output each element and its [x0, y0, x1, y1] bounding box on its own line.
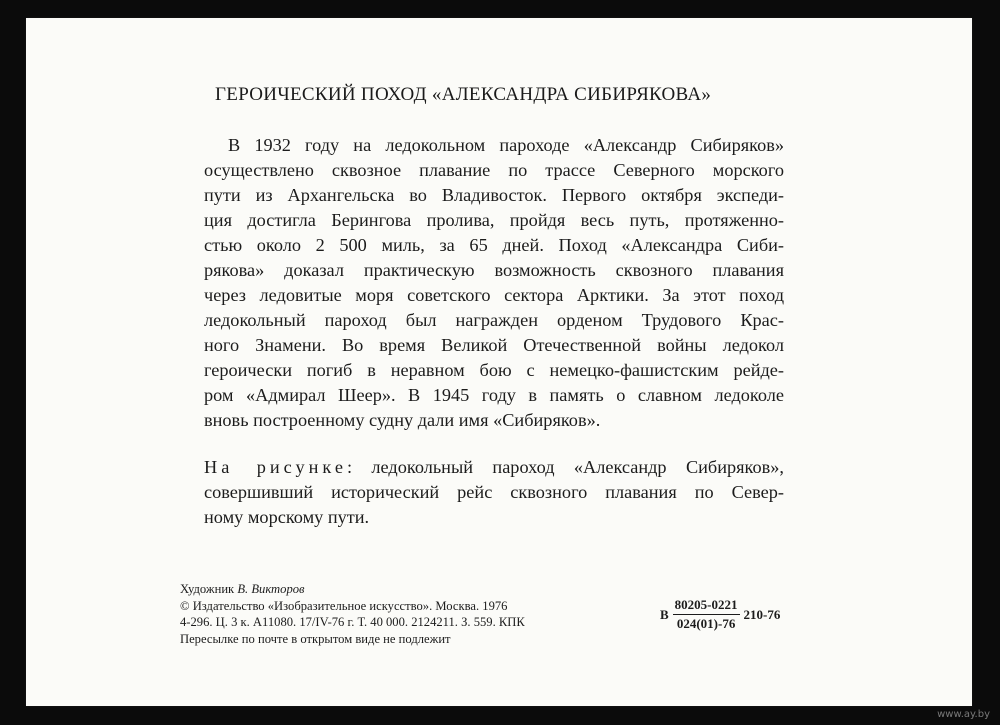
caption-line: ному морскому пути. [204, 507, 370, 527]
artist-name: В. Викторов [237, 582, 305, 596]
paragraph-line: ция достигла Берингова пролива, пройдя весь путь, протяженно- [204, 210, 784, 230]
catalog-code [660, 597, 780, 632]
paragraph-line: рякова» доказал практическую возможность сквозного плавания [204, 260, 784, 280]
print-info-line: 4-296. Ц. 3 к. А11080. 17/IV-76 г. Т. 40 000. 2124211. З. 559. КПК [180, 615, 525, 629]
paragraph-line: В 1932 году на ледокольном пароходе «Александр Сибиряков» [228, 135, 784, 155]
paragraph-line: пути из Архангельска во Владивосток. Первого октября экспеди- [204, 185, 784, 205]
catalog-suffix: 210-76 [743, 606, 781, 622]
catalog-fraction [673, 597, 740, 632]
paragraph-line: через ледовитые моря советского сектора Арктики. За этот поход [204, 285, 784, 305]
catalog-numerator: 80205-0221 [673, 597, 740, 615]
paragraph-line: осуществлено сквозное плавание по трассе Северного морского [204, 160, 784, 180]
caption-line: совершивший исторический рейс сквозного плавания по Север- [204, 482, 784, 502]
artist-label: Художник [180, 582, 235, 596]
paragraph-line: ледокольный пароход был награжден орденом Трудового Крас- [204, 310, 784, 330]
caption-paragraph [204, 455, 784, 530]
catalog-prefix: В [660, 606, 669, 622]
postal-note: Пересылке по почте в открытом виде не подлежит [180, 631, 451, 646]
watermark: www.ay.by [937, 709, 990, 720]
page-title: ГЕРОИЧЕСКИЙ ПОХОД «АЛЕКСАНДРА СИБИРЯКОВА» [215, 84, 712, 105]
paragraph-line: ром «Адмирал Шеер». В 1945 году в память о славном ледоколе [204, 385, 784, 405]
paragraph-line: вновь построенному судну дали имя «Сибиряков». [204, 410, 601, 430]
main-paragraph [204, 133, 784, 433]
catalog-denominator: 024(01)-76 [676, 616, 736, 631]
imprint-block [180, 581, 640, 647]
caption-text: : ледокольный пароход «Александр Сибиряков», [346, 457, 784, 477]
publisher-line: © Издательство «Изобразительное искусство». Москва. 1976 [180, 598, 508, 613]
paragraph-line: стью около 2 500 миль, за 65 дней. Поход «Александра Сиби- [204, 235, 784, 255]
paragraph-line: ного Знамени. Во время Великой Отечественной войны ледокол [204, 335, 784, 355]
paragraph-line: героически погиб в неравном бою с немецко-фашистским рейде- [204, 360, 784, 380]
caption-line [204, 455, 784, 480]
caption-label: На рисунке [204, 457, 347, 477]
artist-credit [180, 581, 640, 598]
